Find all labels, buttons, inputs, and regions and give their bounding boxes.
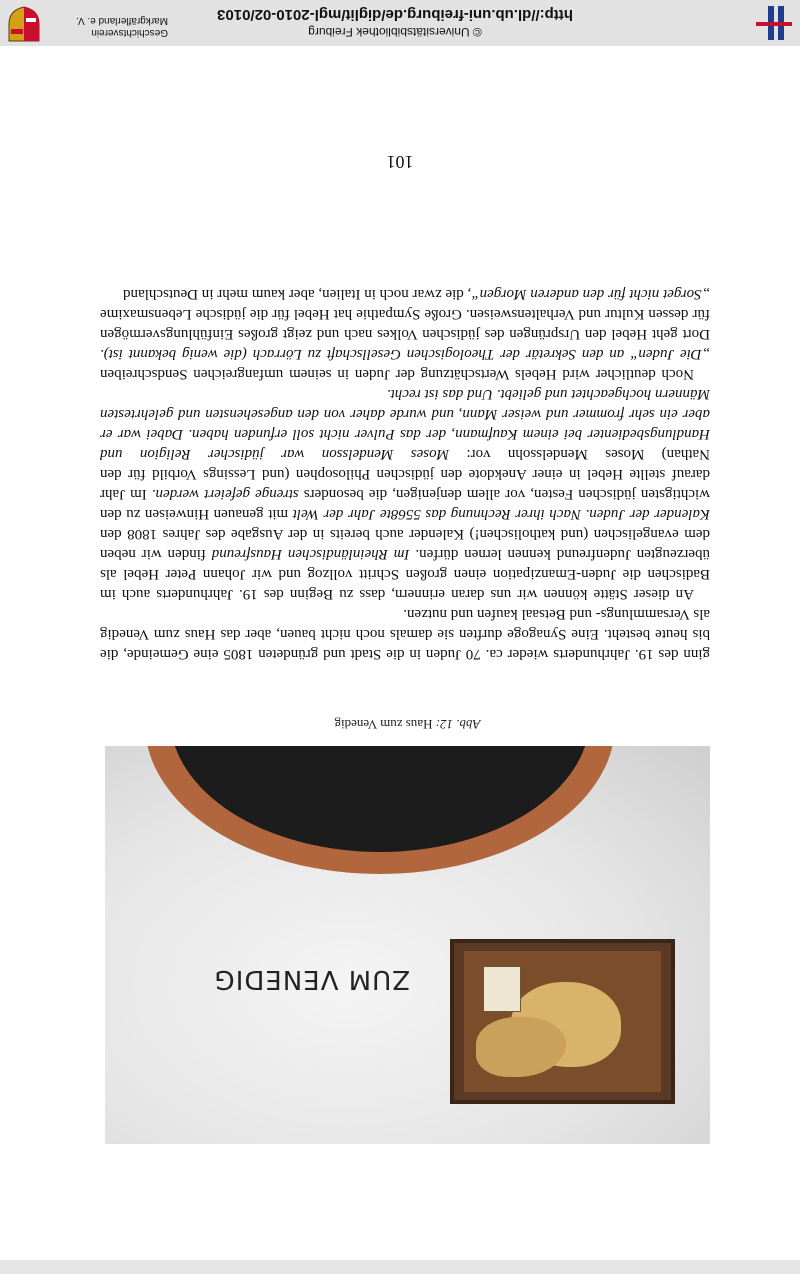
p2-text-g: Im Jahr darauf stellte Hebel in einer Anekdote den jüdischen Philosophen (und Lessings Vorbild für den Nathan) Moses Mendelssohn vor: bbox=[99, 446, 710, 502]
paragraph-1: ginn des 19. Jahrhunderts wieder ca. 70 Juden in die Stadt und gründeten 1805 eine Gemeinde, die bis heute besteht. Eine Synagoge durften sie damals noch nicht bauen, aber das Haus zum Venedig als Versammlungs- und Betsaal kaufen und nutzen. bbox=[100, 606, 710, 662]
figure-label: Abb. 12: bbox=[435, 717, 481, 732]
p3-italic-die-juden: „Die Juden“ an den Sekretär der Theologischen Gesellschaft zu Lörrach (die wenig bekannt ist). bbox=[100, 346, 710, 362]
footer-center bbox=[180, 6, 610, 39]
viewer-footer-band bbox=[0, 0, 800, 46]
p3-text-e: die zwar noch in Italien, aber kaum mehr in Deutschland bbox=[123, 286, 464, 302]
viewer-header-band bbox=[0, 1260, 800, 1274]
p2-italic-kalender: Kalender der Juden. Nach ihrer Rechnung das 5568te Jahr der Welt bbox=[292, 506, 710, 522]
footer-url-link[interactable]: http://dl.ub.uni-freiburg.de/diglit/mgl-2010-02/0103 bbox=[217, 6, 573, 23]
lion-book-icon bbox=[483, 966, 521, 1012]
p2-italic-strenge: strenge gefeiert werden. bbox=[151, 486, 299, 502]
society-name: Geschichtsverein Markgräflerland e. V. bbox=[76, 15, 168, 38]
footer-copyright: © Universitätsbibliothek Freiburg bbox=[308, 25, 482, 39]
paragraph-2 bbox=[100, 384, 710, 604]
coat-of-arms-icon bbox=[8, 6, 40, 42]
p2-italic-mendelsson: Moses Mendelsson war jüdischer Religion und Handlungsbedienter bei einem Kaufmann, der das Pulver nicht soll erfunden haben. Dabei war er aber ein sehr frommer und weiser Mann, und wurde daher von den angesehensten und gelehrtesten Männern hochgeachtet und geliebt. Und das ist recht. bbox=[99, 386, 710, 462]
article-body bbox=[100, 284, 710, 664]
p2-italic-hausfreund: Im Rheinländischen Hausfreund bbox=[211, 546, 410, 562]
footer-society bbox=[8, 6, 168, 42]
paragraph-3 bbox=[100, 284, 710, 384]
figure-title: Haus zum Venedig bbox=[334, 717, 433, 732]
page-number: 101 bbox=[386, 152, 414, 172]
photo-haus-zum-venedig bbox=[105, 746, 710, 1144]
lion-wing-icon bbox=[476, 1017, 566, 1077]
photo-sign-lettering: ZUM VENEDIG bbox=[213, 964, 410, 994]
ub-freiburg-logo-icon bbox=[752, 6, 792, 40]
figure-caption bbox=[105, 716, 710, 732]
p2-text-c: finden wir neben dem evangelischen (und katholischen!) Kalender auch bereits in der Ausgabe des Jahres 1808 den bbox=[100, 526, 710, 562]
p2-text-e: mit genauen Hinweisen zu den wichtigsten jüdischen Festen, vor allem denjenigen, die besonders bbox=[99, 486, 710, 522]
photo-lion-sign bbox=[450, 939, 675, 1104]
p3-text-a: Noch deutlicher wird Hebels Wertschätzung der Juden in seinem umfangreichen Sendschreiben bbox=[100, 366, 694, 382]
p2-text-a: An dieser Stätte können wir uns daran erinnern, dass zu Beginn des 19. Jahrhunderts auch im Badischen die Juden-Emanzipation einen großen Schritt vollzog und wir Johann Peter Hebel als überzeugten Judenfreund kennen lernen dürfen. bbox=[100, 546, 710, 602]
p3-text-c: Dort geht Hebel den Ursprüngen des jüdischen Volkes nach und zeigt großes Einfühlungsvermögen für dessen Kultur und Verhaltensweisen. Große Sympathie hat Hebel für die jüdische Lebensmaxime bbox=[100, 306, 710, 342]
photo-sign-panel bbox=[464, 951, 661, 1092]
p3-italic-sorget: „Sorget nicht für den anderen Morgen“, bbox=[467, 286, 710, 302]
